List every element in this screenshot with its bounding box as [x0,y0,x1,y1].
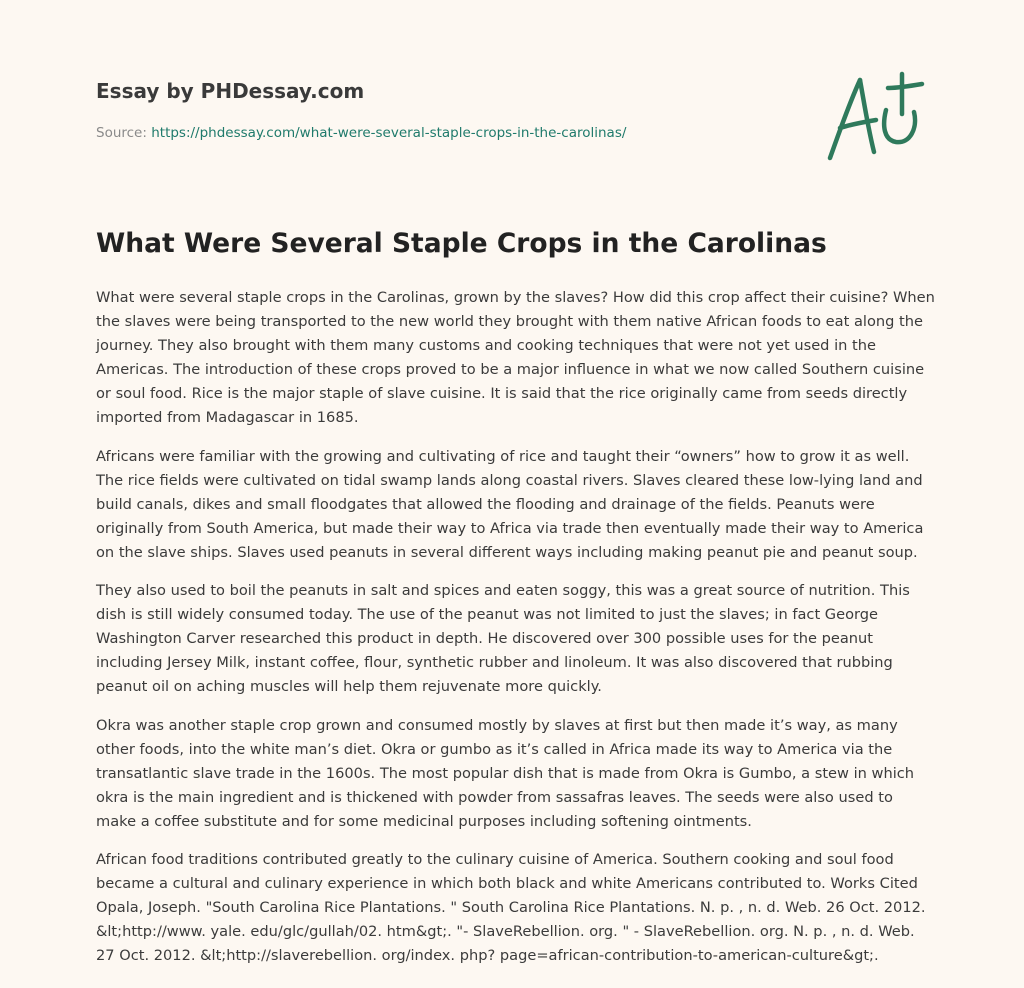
brand-title: Essay by PHDessay.com [96,79,365,103]
essay-title: What Were Several Staple Crops in the Carolinas [96,228,827,259]
site-header [96,78,796,142]
essay-paragraph: They also used to boil the peanuts in salt and spices and eaten soggy, this was a great source of nutrition. This dish is still widely consumed today. The use of the peanut was not limited to just the slaves; in fact George Washington Carver researched this product in depth. He discovered over 300 possible uses for the peanut including Jersey Milk, instant coffee, flour, synthetic rubber and linoleum. It was also discovered that rubbing peanut oil on aching muscles will help them rejuvenate more quickly. [96,582,910,696]
essay-paragraph: Okra was another staple crop grown and consumed mostly by slaves at first but then made it’s way, as many other foods, into the white man’s diet. Okra or gumbo as it’s called in Africa made its way to America via the transatlantic slave trade in the 1600s. The most popular dish that is made from Okra is Gumbo, a stew in which okra is the main ingredient and is thickened with powder from sassafras leaves. The seeds were also used to make a coffee substitute and for some medicinal purposes including softening ointments. [96,716,915,830]
essay-paragraph: Africans were familiar with the growing and cultivating of rice and taught their “owners” how to grow it as well. The rice fields were cultivated on tidal swamp lands along coastal rivers. Slaves cleared these low-lying land and build canals, dikes and small floodgates that allowed the flooding and drainage of the fields. Peanuts were originally from South America, but made their way to Africa via trade then eventually made their way to America on the slave ships. Slaves used peanuts in several different ways including making peanut pie and peanut soup. [96,447,924,561]
essay-paragraph: What were several staple crops in the Carolinas, grown by the slaves? How did this crop affect their cuisine? When the slaves were being transported to the new world they brought with them native African foods to eat along the journey. They also brought with them many customs and cooking techniques that were not yet used in the Americas. The introduction of these crops proved to be a major influence in what we now called Southern cuisine or soul food. Rice is the major staple of slave cuisine. It is said that the rice originally came from seeds directly imported from Madagascar in 1685. [96,289,935,427]
essay-paragraph: African food traditions contributed greatly to the culinary cuisine of America. Southern cooking and soul food became a cultural and culinary experience in which both black and white Americans contributed to. Works Cited Opala, Joseph. "South Carolina Rice Plantations. " South Carolina Rice Plantations. N. p. , n. d. Web. 26 Oct. 2012. &lt;http://www. yale. edu/glc/gullah/02. htm&gt;. "- SlaveRebellion. org. " - SlaveRebellion. org. N. p. , n. d. Web. 27 Oct. 2012. &lt;http://slaverebellion. org/index. php? page=african-contribution-to-american-culture&gt;. [96,850,926,965]
source-line [96,124,796,142]
a-plus-grade-icon [818,66,928,166]
source-label: Source: [96,125,147,141]
source-link[interactable]: https://phdessay.com/what-were-several-staple-crops-in-the-carolinas/ [151,125,627,141]
essay-body [96,286,936,982]
